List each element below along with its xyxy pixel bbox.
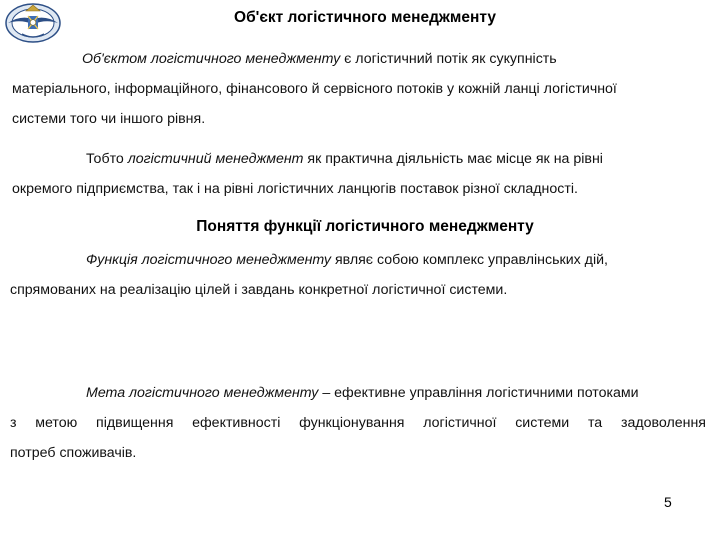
term-goal: Мета логістичного менеджменту xyxy=(86,385,319,401)
page-number: 5 xyxy=(664,494,672,510)
section-heading: Поняття функції логістичного менеджменту xyxy=(196,218,534,235)
paragraph-object xyxy=(12,44,706,134)
paragraph-line: окремого підприємства, так і на рівні логістичних ланцюгів поставок різної складності. xyxy=(12,181,578,197)
paragraph-line xyxy=(10,378,706,408)
paragraph-line xyxy=(10,245,706,275)
term-management: логістичний менеджмент xyxy=(127,151,304,167)
paragraph-line: спрямованих на реалізацію цілей і завдань конкретної логістичної системи. xyxy=(10,282,508,298)
slide-title: Об'єкт логістичного менеджменту xyxy=(234,9,496,26)
text: Тобто xyxy=(86,151,128,167)
paragraph-line: матеріального, інформаційного, фінансового й сервісного потоків у кожній ланці логістичної xyxy=(12,81,617,97)
text: як практична діяльність має місце як на рівні xyxy=(303,151,603,167)
paragraph-line xyxy=(12,44,706,74)
paragraph-line: з метою підвищення ефективності функціонування логістичної системи та задоволення xyxy=(10,415,706,431)
paragraph-line: системи того чи іншого рівня. xyxy=(12,111,206,127)
text: є логістичний потік як сукупність xyxy=(340,51,557,67)
term-function: Функція логістичного менеджменту xyxy=(86,252,331,268)
paragraph-line: потреб споживачів. xyxy=(10,445,137,461)
paragraph-line xyxy=(12,144,706,174)
term-object: Об'єктом логістичного менеджменту xyxy=(82,51,341,67)
text: – ефективне управління логістичними потоками xyxy=(318,385,639,401)
paragraph-goal xyxy=(10,378,706,468)
paragraph-management xyxy=(12,144,706,204)
paragraph-function xyxy=(10,245,706,305)
text: являє собою комплекс управлінських дій, xyxy=(331,252,608,268)
